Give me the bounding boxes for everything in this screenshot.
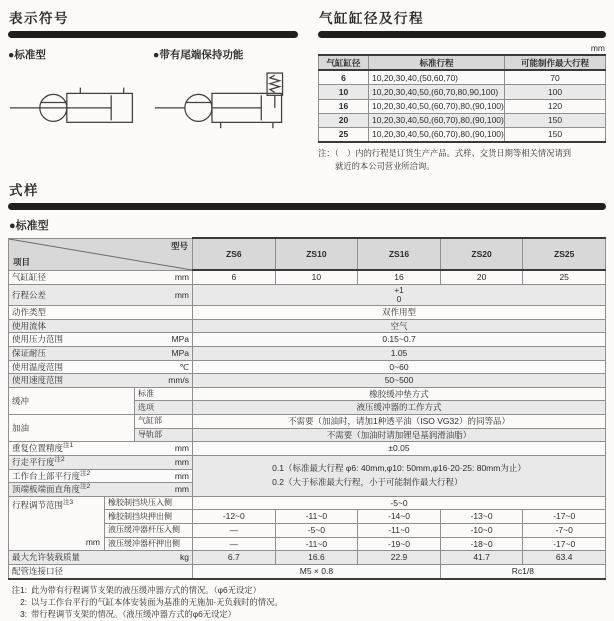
spec-value: -17~0 <box>523 537 606 551</box>
spec-value: 16.6 <box>275 551 358 565</box>
parallelism-line: 0.2（大于标准最大行程，小于可能制作最大行程） <box>272 476 463 487</box>
col-header-bore: 气缸缸径 <box>319 55 369 70</box>
diagonal-line <box>9 239 192 270</box>
spec-row-run-parallelism <box>9 455 606 469</box>
spec-row-fluid <box>9 319 606 333</box>
spec-sub-label: 橡胶制挡块押出侧 <box>105 510 193 524</box>
spec-value: -11~0 <box>275 537 358 551</box>
unit-label: mm <box>174 456 190 467</box>
note-line <box>8 608 606 620</box>
spec-value: 不需要（加油时请加锂皂基润滑油脂） <box>193 428 606 442</box>
spec-row-stroke-tolerance <box>9 284 606 305</box>
note-line: 就近的本公司营业所洽询。 <box>335 160 435 171</box>
unit-label: MPa <box>171 347 190 358</box>
corner-model-label: 型号 <box>171 240 189 251</box>
unit-label: mm <box>174 443 190 454</box>
label-text: 顶端板端面直角度 <box>12 484 81 495</box>
spec-notes <box>8 584 606 621</box>
spec-value: -18~0 <box>440 537 523 551</box>
model-header: ZS10 <box>275 238 358 270</box>
model-header: ZS20 <box>440 238 523 270</box>
note-text: 带行程调节支架的情况。（液压缓冲器方式的φ6无设定） <box>31 609 236 620</box>
max-stroke-value: 150 <box>505 113 606 127</box>
max-stroke-value: 150 <box>505 127 606 142</box>
unit-label: mm <box>590 43 605 53</box>
spec-value: — <box>193 537 276 551</box>
unit-label: mm/s <box>168 375 190 386</box>
spec-value: 6.7 <box>193 551 276 565</box>
col-header-max-stroke: 可能制作最大行程 <box>505 55 606 70</box>
symbols-section <box>8 6 298 140</box>
section-rule <box>8 31 298 38</box>
unit-label: kg <box>180 552 190 563</box>
spec-row-speed-range <box>9 374 606 388</box>
label-text: 工作台上部平行度 <box>12 470 81 481</box>
spec-row-cushion-standard <box>9 387 606 401</box>
spec-value: -17~0 <box>523 510 606 524</box>
spec-row-label <box>9 333 193 347</box>
label-text: 使用温度范围 <box>12 361 64 372</box>
note-ref: 注2 <box>80 483 91 491</box>
spec-row-label: 使用流体 <box>9 319 193 333</box>
model-header: ZS25 <box>523 238 606 270</box>
spec-sub-label: 液压缓冲器杆压入侧 <box>105 524 193 538</box>
max-stroke-value: 70 <box>505 70 606 85</box>
note-line <box>8 584 606 596</box>
spec-row-label <box>9 360 193 374</box>
model-header: ZS6 <box>193 238 276 270</box>
unit-label: MPa <box>171 334 190 345</box>
spec-row-repeatability <box>9 442 606 456</box>
table-row <box>319 127 606 142</box>
max-stroke-value: 120 <box>505 99 606 113</box>
spec-sub-label: 选项 <box>135 401 193 415</box>
spec-value: 不需要（加油时，请加1种透平油（ISO VG32）的同等品） <box>193 415 606 429</box>
bore-stroke-note <box>318 147 606 172</box>
spec-row-label <box>9 551 193 565</box>
bore-value: 10 <box>319 85 369 99</box>
spec-value <box>193 455 606 496</box>
spec-value: -5~0 <box>193 496 606 510</box>
spec-value: -19~0 <box>358 537 441 551</box>
spec-value: 16 <box>358 270 441 284</box>
standard-stroke-value: 10,20,30,40,(50,60,70) <box>369 70 505 85</box>
spec-value: 6 <box>193 270 276 284</box>
label-text: 行走平行度 <box>12 456 55 467</box>
table-row <box>319 70 606 85</box>
spec-value: 10 <box>275 270 358 284</box>
bore-stroke-title: 气缸缸径及行程 <box>319 11 424 26</box>
unit-label: mm <box>174 470 190 481</box>
label-text: 使用压力范围 <box>12 334 64 345</box>
label-text: 重复位置精度 <box>12 443 64 454</box>
spec-value: 1.05 <box>193 346 606 360</box>
spec-row-bore <box>9 270 606 284</box>
note-ref: 注3 <box>63 498 74 506</box>
spec-sub-label: 气缸部 <box>135 415 193 429</box>
spec-value: -5~0 <box>275 524 358 538</box>
spec-value: 22.9 <box>358 551 441 565</box>
spec-value: — <box>193 524 276 538</box>
spec-value: 双作用型 <box>193 306 606 320</box>
label-text: 最大允许装载质量 <box>12 552 81 563</box>
tolerance-lower: 0 <box>396 294 402 304</box>
spec-value: ±0.05 <box>193 442 606 456</box>
label-text: 保证耐压 <box>12 347 47 358</box>
spec-row-label: 动作类型 <box>9 306 193 320</box>
spec-sub-label: 标准 <box>135 387 193 401</box>
spec-value: M5 × 0.8 <box>193 564 441 578</box>
bore-value: 6 <box>319 70 369 85</box>
tail-hold-cylinder-symbol <box>153 68 298 140</box>
spec-row-action-type <box>9 306 606 320</box>
table-row <box>319 113 606 127</box>
bore-value: 25 <box>319 127 369 142</box>
spec-value: 41.7 <box>440 551 523 565</box>
spec-row-label <box>9 270 193 284</box>
col-header-standard-stroke: 标准行程 <box>369 55 505 70</box>
unit-label: mm <box>174 271 190 282</box>
spec-value: 0~60 <box>193 360 606 374</box>
spec-value: -10~0 <box>440 524 523 538</box>
spec-row-label <box>9 284 193 305</box>
spec-group-label: 缓冲 <box>9 387 135 414</box>
label-text: 行程公差 <box>12 289 47 300</box>
bore-stroke-section <box>318 6 606 172</box>
spec-row-max-load <box>9 551 606 565</box>
tolerance-upper: +1 <box>394 285 404 295</box>
max-stroke-value: 100 <box>505 85 606 99</box>
standard-stroke-value: 10,20,30,40,50,(60,70),80,(90,100) <box>369 99 505 113</box>
spec-value: -14~0 <box>358 510 441 524</box>
spec-row-label <box>9 483 193 497</box>
note-number: 2: <box>20 596 27 607</box>
spec-row-lubrication-cylinder <box>9 415 606 429</box>
bore-value: 16 <box>319 99 369 113</box>
model-header: ZS16 <box>358 238 441 270</box>
standard-cylinder-symbol <box>8 68 143 140</box>
note-number: 注1: <box>11 584 27 595</box>
symbol-diagrams <box>8 47 298 140</box>
unit-label: mm <box>174 484 190 495</box>
spec-value: Rc1/8 <box>440 564 605 578</box>
header-row <box>9 238 606 270</box>
spec-value: -11~0 <box>358 524 441 538</box>
spec-value: 橡胶缓冲垫方式 <box>193 387 606 401</box>
spec-value: -13~0 <box>440 510 523 524</box>
note-ref: 注2 <box>54 456 65 464</box>
spec-value: 63.4 <box>523 551 606 565</box>
note-ref: 注2 <box>80 469 91 477</box>
spec-row-label <box>9 469 193 483</box>
spec-subtitle: ●标准型 <box>9 220 49 232</box>
corner-item-label: 项目 <box>13 256 31 267</box>
header-row <box>319 55 606 70</box>
spec-row-label <box>9 346 193 360</box>
label-text: 使用速度范围 <box>12 375 64 386</box>
spec-row-port-size <box>9 564 606 578</box>
tail-hold-symbol-block <box>153 47 298 140</box>
spec-row-label <box>9 374 193 388</box>
spec-value: 25 <box>523 270 606 284</box>
unit-label: ℃ <box>179 361 190 372</box>
spec-row-proof-pressure <box>9 346 606 360</box>
note-text: 此为带有行程调节支架的液压缓冲器方式的情况。（φ6无设定） <box>31 584 261 595</box>
note-line: 注：（ ）内的行程是订货生产产品。式样、交货日期等相关情况请到 <box>318 148 572 159</box>
note-number: 3: <box>20 609 27 620</box>
spec-row-temperature-range <box>9 360 606 374</box>
corner-header-cell <box>9 238 193 270</box>
section-rule <box>8 203 606 210</box>
spec-row-label: 配管连接口径 <box>9 564 193 578</box>
spec-title: 式样 <box>9 183 39 198</box>
unit-label: mm <box>85 536 100 547</box>
spec-value: 液压缓冲器的工作方式 <box>193 401 606 415</box>
note-ref: 注1 <box>63 442 74 450</box>
note-line <box>8 596 606 608</box>
standard-stroke-value: 10,20,30,40,50,(60,70),80,(90,100) <box>369 113 505 127</box>
standard-symbol-block <box>8 47 153 140</box>
note-text: 以与工作台平行的气缸本体安装面为基准的无施加·无负载时的情况。 <box>31 596 283 607</box>
standard-stroke-value: 10,20,30,40,50,(60,70,80,90,100) <box>369 85 505 99</box>
spec-row-label <box>9 455 193 469</box>
bore-value: 20 <box>319 113 369 127</box>
spec-value: -7~0 <box>523 524 606 538</box>
spec-value: -11~0 <box>275 510 358 524</box>
standard-symbol-label: ●标准型 <box>8 49 46 61</box>
spec-sub-label: 导轨部 <box>135 428 193 442</box>
spec-value: 0.15~0.7 <box>193 333 606 347</box>
spec-sub-label: 橡胶制挡块压入侧 <box>105 496 193 510</box>
symbols-title: 表示符号 <box>9 11 69 26</box>
spec-row-label <box>9 442 193 456</box>
spec-value: 空气 <box>193 319 606 333</box>
spec-value: 20 <box>440 270 523 284</box>
section-rule <box>318 31 606 38</box>
bore-stroke-table <box>318 54 606 143</box>
spec-value: 50~500 <box>193 374 606 388</box>
standard-stroke-value: 10,20,30,40,50,(60,70),80,(90,100) <box>369 127 505 142</box>
table-row <box>319 99 606 113</box>
spec-sub-label: 液压缓冲器杆押出侧 <box>105 537 193 551</box>
spec-table <box>8 237 606 580</box>
spec-group-label: 加油 <box>9 415 135 442</box>
spec-value <box>193 284 606 305</box>
spec-value: -12~0 <box>193 510 276 524</box>
spec-row-pressure-range <box>9 333 606 347</box>
table-row <box>319 85 606 99</box>
label-text: 行程调节范围$^{注3}$ <box>12 498 74 510</box>
top-section <box>8 6 606 172</box>
tail-hold-symbol-label: ●带有尾端保持功能 <box>153 49 244 61</box>
parallelism-line: 0.1（标准最大行程 φ6: 40mm,φ10: 50mm,φ16·20·25: 80mm为止） <box>272 463 526 474</box>
label-text: 气缸缸径 <box>12 271 47 282</box>
spec-section <box>8 179 606 621</box>
spec-row-stroke-adjust-rubber-in <box>9 496 606 510</box>
spec-group-label <box>9 496 105 551</box>
unit-label: mm <box>174 289 190 300</box>
